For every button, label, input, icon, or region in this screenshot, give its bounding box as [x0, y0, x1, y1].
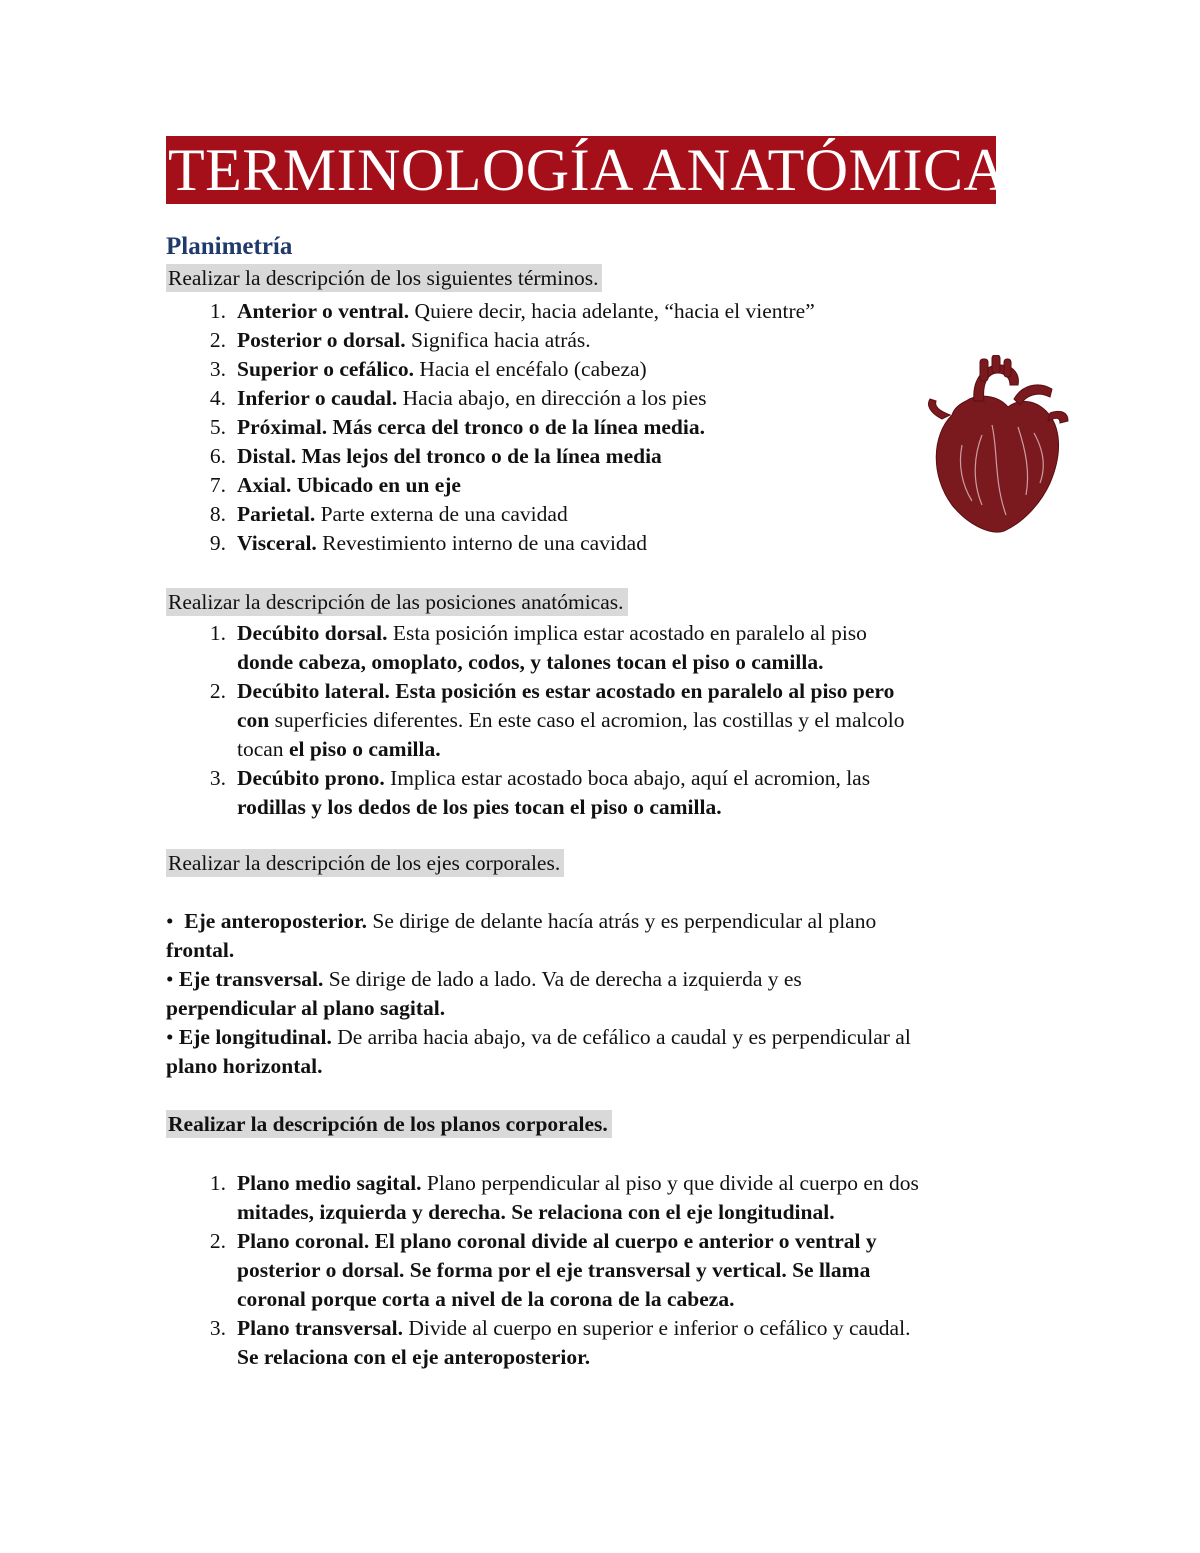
description: Quiere decir, hacia adelante, “hacia el vientre”: [409, 299, 815, 323]
description: El plano coronal divide al cuerpo e anterior o ventral y: [369, 1229, 877, 1253]
term: Inferior o caudal.: [237, 386, 398, 410]
list-number: 7.: [209, 473, 226, 497]
continuation-line: donde cabeza, omoplato, codos, y talones tocan el piso o camilla.: [237, 650, 824, 674]
description: Se dirige de delante hacía atrás y es perpendicular al plano: [367, 909, 877, 933]
highlighted-prompt: Realizar la descripción de las posiciones anatómicas.: [166, 588, 628, 616]
description: Mas lejos del tronco o de la línea media: [296, 444, 662, 468]
list-number: 3.: [209, 1316, 226, 1340]
list-item-text: [237, 357, 647, 383]
term: Eje longitudinal.: [178, 1025, 332, 1049]
continuation-line: Se relaciona con el eje anteroposterior.: [237, 1345, 591, 1369]
description: Hacia el encéfalo (cabeza): [413, 357, 647, 381]
term: Superior o cefálico.: [237, 357, 414, 381]
list-number: 8.: [209, 502, 226, 526]
bullet-icon: •: [166, 909, 174, 933]
list-item-text: [237, 386, 707, 412]
description: Esta posición implica estar acostado en paralelo al piso: [387, 621, 867, 645]
highlighted-prompt: Realizar la descripción de los siguientes términos.: [166, 264, 602, 292]
list-item-text: [237, 328, 591, 354]
description: Revestimiento interno de una cavidad: [316, 531, 647, 555]
plain-fragment: superficies diferentes. En este caso el acromion, las costillas y el malcolo: [269, 708, 905, 732]
bullet-icon: •: [166, 1025, 174, 1049]
continuation-line: perpendicular al plano sagital.: [166, 996, 446, 1020]
document-title: TERMINOLOGÍA ANATÓMICA: [168, 137, 1008, 203]
list-number: 1.: [209, 299, 226, 323]
list-number: 1.: [209, 621, 226, 645]
list-number: 5.: [209, 415, 226, 439]
bullet-item-text: [166, 967, 802, 993]
description: Significa hacia atrás.: [405, 328, 591, 352]
description: Divide al cuerpo en superior e inferior o cefálico y caudal.: [403, 1316, 911, 1340]
continuation-line: frontal.: [166, 938, 235, 962]
title-banner: [166, 136, 1008, 204]
term: Visceral.: [237, 531, 317, 555]
term: Decúbito dorsal.: [237, 621, 388, 645]
term: Eje transversal.: [178, 967, 324, 991]
highlighted-prompt: Realizar la descripción de los ejes corporales.: [166, 849, 564, 877]
bullet-item-text: [166, 1025, 911, 1051]
continuation-line: rodillas y los dedos de los pies tocan el piso o camilla.: [237, 795, 722, 819]
section-heading-planimetria: Planimetría: [166, 233, 293, 260]
list-number: 3.: [209, 766, 226, 790]
term: Próximal.: [237, 415, 328, 439]
term: Plano transversal.: [237, 1316, 404, 1340]
list-item-text: [237, 415, 705, 441]
continuation-line: posterior o dorsal. Se forma por el eje transversal y vertical. Se llama: [237, 1258, 871, 1282]
list-number: 9.: [209, 531, 226, 555]
bullet-icon: •: [166, 967, 174, 991]
plain-fragment: tocan: [237, 737, 289, 761]
bold-fragment: el piso o camilla.: [288, 737, 441, 761]
term: Posterior o dorsal.: [237, 328, 406, 352]
heart-icon: [922, 355, 1072, 537]
list-item-text: [237, 299, 815, 325]
term: Plano coronal.: [237, 1229, 370, 1253]
list-number: 2.: [209, 328, 226, 352]
list-item-text: [237, 502, 568, 528]
bullet-item-text: [166, 909, 876, 935]
term: Plano medio sagital.: [237, 1171, 422, 1195]
prompt-posiciones: [166, 590, 628, 616]
term: Decúbito lateral.: [237, 679, 390, 703]
description: Más cerca del tronco o de la línea media.: [327, 415, 705, 439]
list-number: 2.: [209, 1229, 226, 1253]
prompt-terminos: [166, 266, 602, 292]
list-item-text: [237, 1229, 877, 1255]
continuation-line: plano horizontal.: [166, 1054, 323, 1078]
description: Plano perpendicular al piso y que divide al cuerpo en dos: [421, 1171, 919, 1195]
description: Se dirige de lado a lado. Va de derecha a izquierda y es: [323, 967, 802, 991]
list-item-text: [237, 679, 894, 705]
prompt-planos: [166, 1112, 612, 1138]
list-item-text: [237, 1316, 910, 1342]
continuation-line: [237, 737, 441, 763]
term: Parietal.: [237, 502, 316, 526]
list-item-text: [237, 766, 870, 792]
term: Eje anteroposterior.: [184, 909, 367, 933]
list-number: 6.: [209, 444, 226, 468]
description: Implica estar acostado boca abajo, aquí el acromion, las: [384, 766, 871, 790]
list-item-text: [237, 531, 647, 557]
term: Distal.: [237, 444, 297, 468]
term: Decúbito prono.: [237, 766, 385, 790]
continuation-line: coronal porque corta a nivel de la corona de la cabeza.: [237, 1287, 735, 1311]
list-item-text: [237, 473, 461, 499]
description: Hacia abajo, en dirección a los pies: [397, 386, 707, 410]
description: Esta posición es estar acostado en paralelo al piso pero: [389, 679, 895, 703]
list-number: 3.: [209, 357, 226, 381]
description: Parte externa de una cavidad: [315, 502, 568, 526]
bold-fragment: con: [237, 708, 270, 732]
list-number: 2.: [209, 679, 226, 703]
prompt-ejes: [166, 851, 564, 877]
list-item-text: [237, 444, 662, 470]
description: Ubicado en un eje: [291, 473, 461, 497]
term: Axial.: [237, 473, 292, 497]
list-number: 4.: [209, 386, 226, 410]
list-item-text: [237, 621, 867, 647]
continuation-line: mitades, izquierda y derecha. Se relaciona con el eje longitudinal.: [237, 1200, 835, 1224]
highlighted-prompt: Realizar la descripción de los planos corporales.: [166, 1110, 612, 1138]
list-number: 1.: [209, 1171, 226, 1195]
continuation-line: [237, 708, 904, 734]
term: Anterior o ventral.: [237, 299, 410, 323]
description: De arriba hacia abajo, va de cefálico a caudal y es perpendicular al: [331, 1025, 911, 1049]
list-item-text: [237, 1171, 919, 1197]
